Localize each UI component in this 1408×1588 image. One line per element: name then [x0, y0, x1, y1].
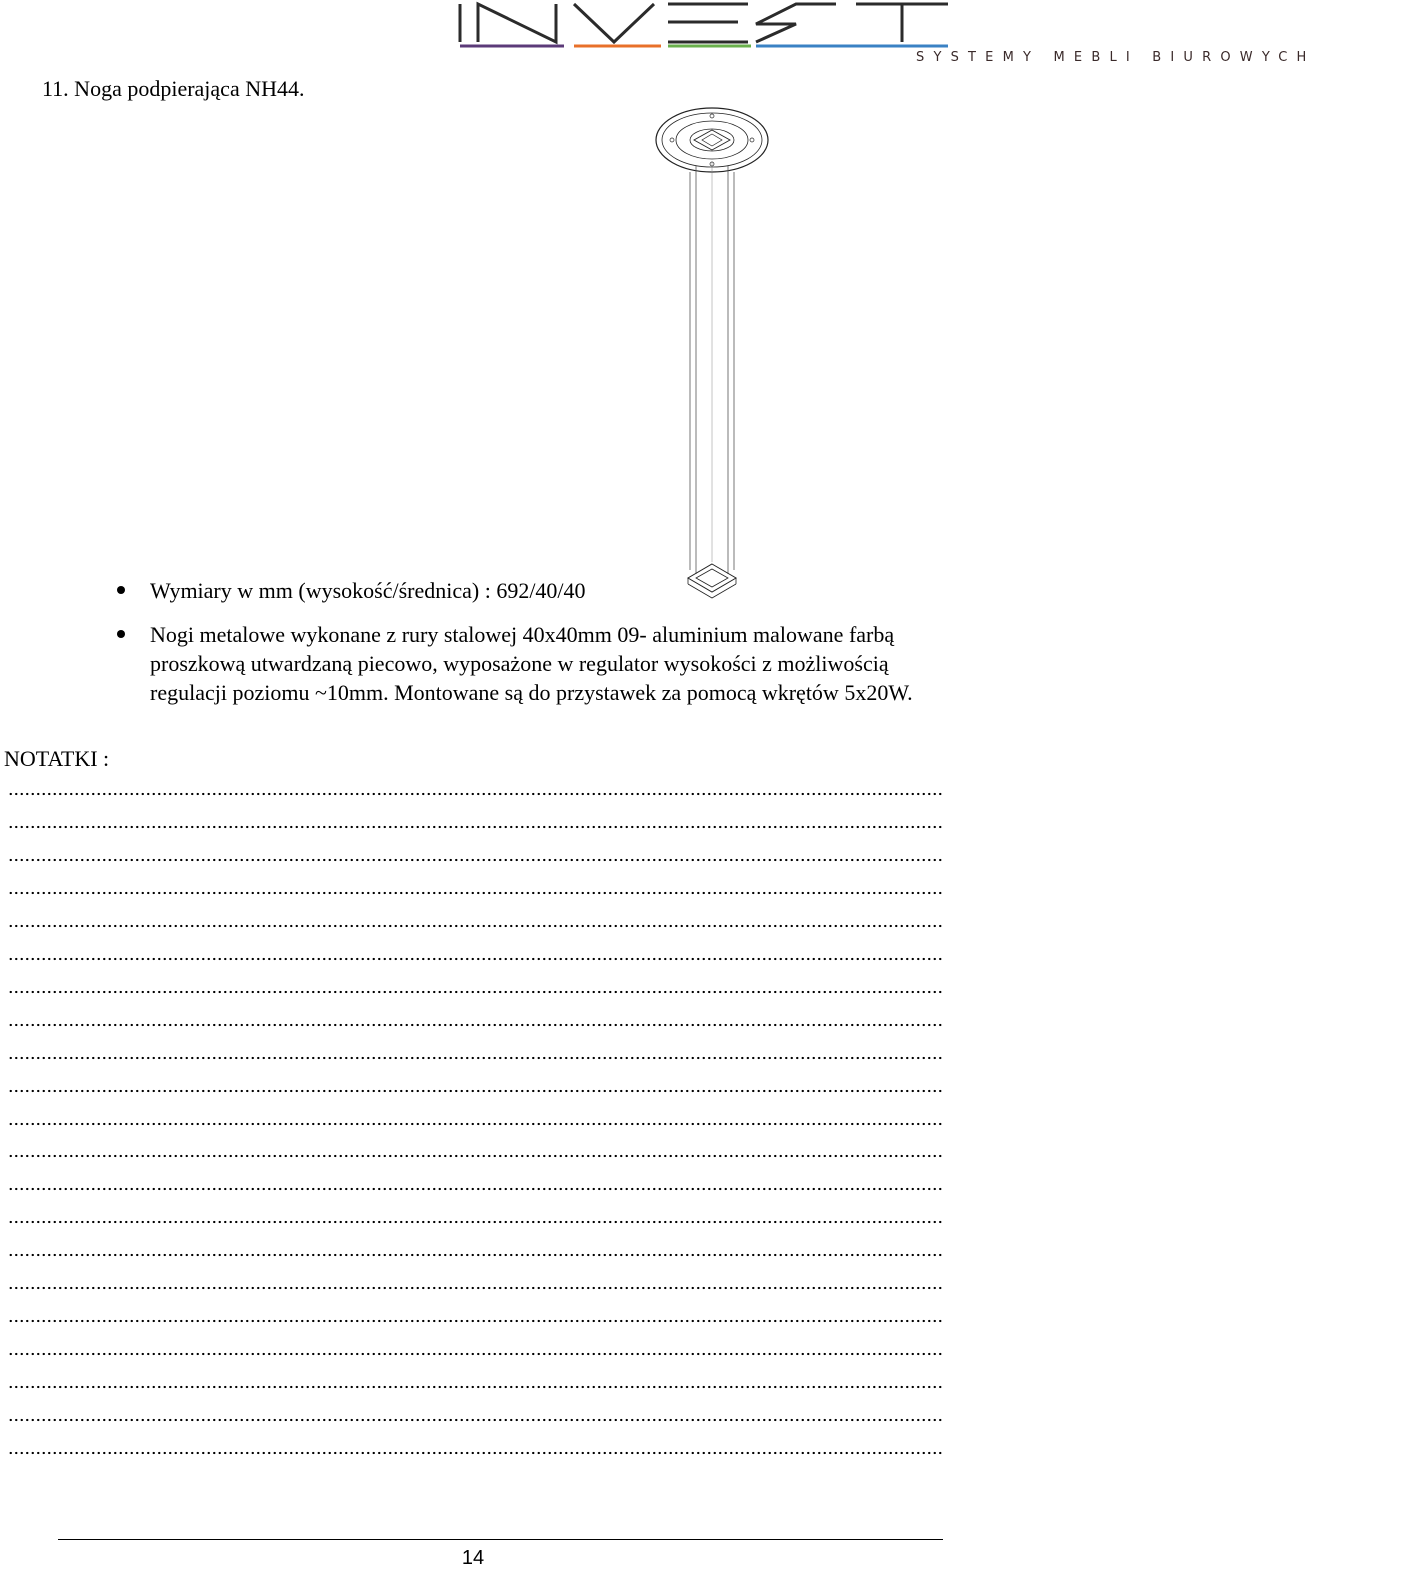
company-logo — [456, 0, 1316, 70]
note-line — [8, 891, 943, 895]
note-line — [8, 1319, 943, 1323]
description-text: Nogi metalowe wykonane z rury stalowej 40x40mm 09- aluminium malowane farbą proszkową utwardzaną piecowo, wyposażone w regulator wysokości z możliwością regulacji poziomu ~10mm. Montowane są do przystawek za pomocą wkrętów 5x20W. — [150, 622, 913, 705]
note-line — [8, 1253, 943, 1257]
note-line — [8, 1220, 943, 1224]
logo-tagline: SYSTEMY MEBLI BIUROWYCH — [916, 50, 1316, 65]
page-number: 14 — [461, 1547, 485, 1569]
notes-label: NOTATKI : — [4, 746, 110, 771]
note-line — [8, 1451, 943, 1455]
invest-logo-icon — [456, 0, 956, 52]
dimensions-text: Wymiary w mm (wysokość/średnica) : 692/40/40 — [150, 578, 586, 603]
note-line — [8, 1023, 943, 1027]
note-line — [8, 1385, 943, 1389]
note-line — [8, 792, 943, 796]
bullet-icon — [117, 630, 125, 638]
note-line — [8, 924, 943, 928]
table-leg-drawing-icon — [652, 100, 772, 600]
list-item — [150, 576, 950, 605]
note-line — [8, 957, 943, 961]
footer-divider — [58, 1539, 943, 1540]
note-line — [8, 1187, 943, 1191]
note-line — [8, 1286, 943, 1290]
note-line — [8, 858, 943, 862]
note-line — [8, 1056, 943, 1060]
note-line — [8, 990, 943, 994]
section-heading: 11. Noga podpierająca NH44. — [42, 76, 305, 101]
note-line — [8, 1352, 943, 1356]
note-line — [8, 1122, 943, 1126]
note-line — [8, 1089, 943, 1093]
note-line — [8, 1418, 943, 1422]
list-item — [150, 620, 950, 707]
note-line — [8, 1154, 943, 1158]
bullet-icon — [117, 586, 125, 594]
note-line — [8, 825, 943, 829]
specification-list — [150, 576, 950, 707]
